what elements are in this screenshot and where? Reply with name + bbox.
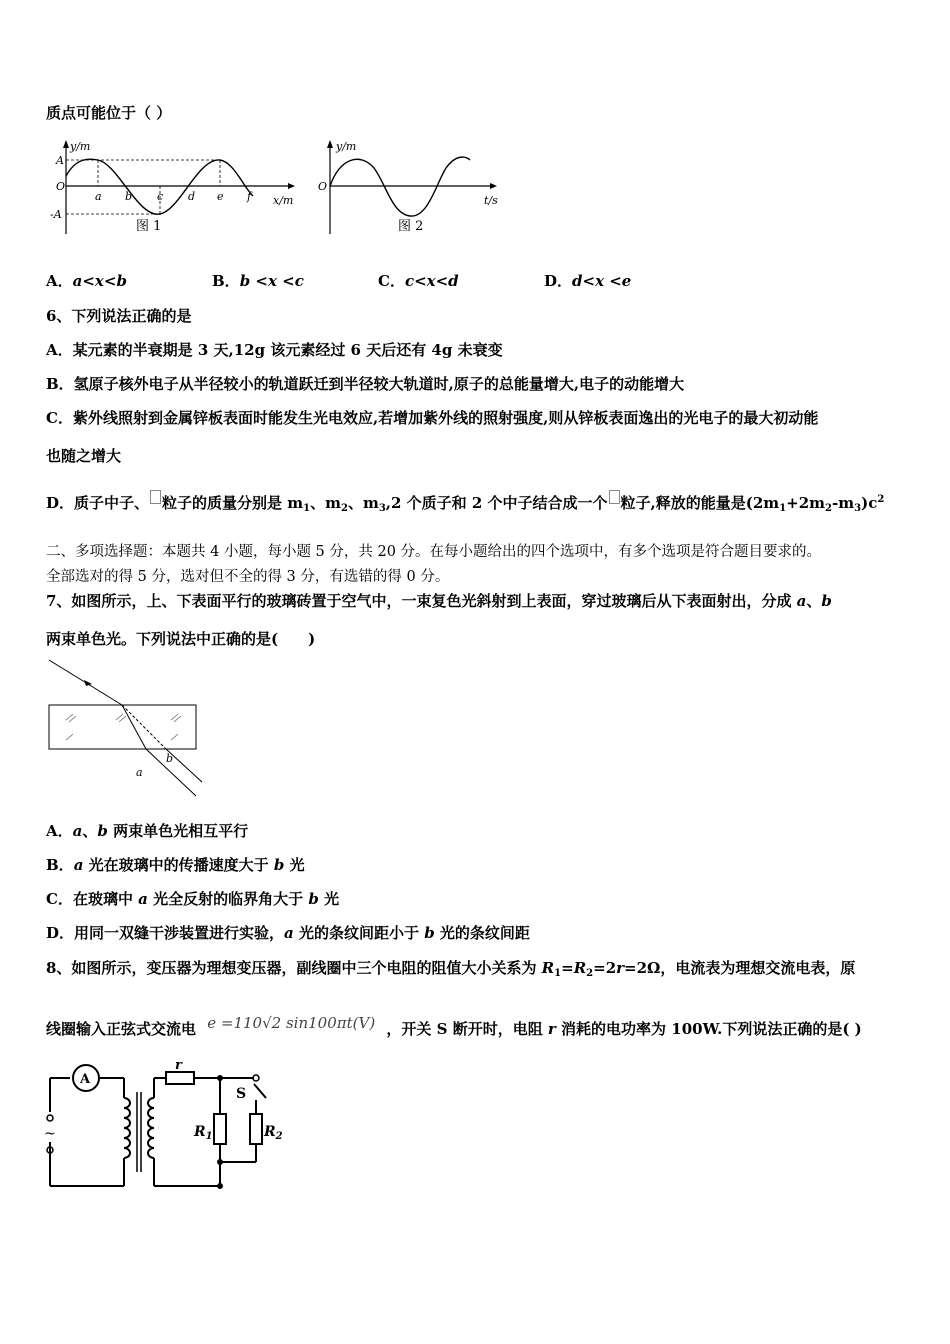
q7-stem-cont: 两束单色光。下列说法中正确的是( ) <box>46 630 316 648</box>
q7-option-c[interactable]: C．在玻璃中 a 光全反射的临界角大于 b 光 <box>46 890 340 908</box>
ammeter-label: A <box>80 1072 91 1087</box>
fig2-ylabel: y/m <box>336 140 357 153</box>
resistor-r2-label: $R_2$ <box>264 1124 283 1142</box>
q6-option-c[interactable]: C．紫外线照射到金属锌板表面时能发生光电效应,若增加紫外线的照射强度,则从锌板表面逸出的光电子的最大初动能 <box>46 409 819 427</box>
glass-label-a: a <box>136 766 143 779</box>
fig1-point: c <box>157 190 164 203</box>
q6-stem: 6、下列说法正确的是 <box>46 307 192 325</box>
q6-option-b[interactable]: B．氢原子核外电子从半径较小的轨道跃迁到半径较大轨道时,原子的总能量增大,电子的动能增大 <box>46 375 685 393</box>
glass-label-b: b <box>166 752 174 765</box>
q7-option-a[interactable]: A．a、b 两束单色光相互平行 <box>46 822 249 840</box>
fig2-xlabel: t/s <box>484 194 498 207</box>
q6-option-a[interactable]: A．某元素的半衰期是 3 天,12g 该元素经过 6 天后还有 4g 未衰变 <box>46 341 503 359</box>
q6-option-c-cont: 也随之增大 <box>46 447 122 465</box>
fig1-a-top: A <box>56 154 64 167</box>
fig1-a-bottom: -A <box>50 208 62 221</box>
q5-option-b[interactable]: B．b <x <c <box>212 272 304 290</box>
fig1-point: d <box>188 190 196 203</box>
q5-stem: 质点可能位于（ ） <box>46 104 172 122</box>
fig1-ylabel: y/m <box>70 140 91 153</box>
ac-source-label: ~ <box>44 1126 56 1142</box>
q5-option-c[interactable]: C．c<x<d <box>378 272 459 290</box>
fig2-caption: 图 2 <box>398 219 424 234</box>
fig1-point: a <box>95 190 102 203</box>
section-2-rules: 全部选对的得 5 分，选对但不全的得 3 分，有选错的得 0 分。 <box>46 569 450 585</box>
wave-figure-2 <box>318 138 508 238</box>
switch-label: S <box>236 1086 247 1102</box>
q5-option-a[interactable]: A．a<x<b <box>46 272 127 290</box>
fig1-xlabel: x/m <box>273 194 294 207</box>
q8-stem-cont: 线圈输入正弦式交流电 e =110√2 sin100πt(V) ，开关 S 断开时，电阻 r 消耗的电功率为 100W.下列说法正确的是( ) <box>46 1014 862 1038</box>
fig1-point: e <box>217 190 224 203</box>
fig1-point: f <box>247 190 252 203</box>
section-2-header: 二、多项选择题：本题共 4 小题，每小题 5 分，共 20 分。在每小题给出的四个选项中，有多个选项是符合题目要求的。 <box>46 544 822 560</box>
alpha-placeholder-icon <box>150 490 161 504</box>
resistor-r-label: r <box>175 1058 182 1073</box>
q5-option-d[interactable]: D．d<x <e <box>544 272 632 290</box>
q7-option-d[interactable]: D．用同一双缝干涉装置进行实验，a 光的条纹间距小于 b 光的条纹间距 <box>46 924 530 942</box>
fig1-origin: O <box>56 180 66 193</box>
emf-formula: e =110√2 sin100πt(V) <box>207 1014 376 1032</box>
alpha-placeholder-icon <box>609 490 620 504</box>
q6-option-d[interactable]: D．质子中子、 粒子的质量分别是 $m_1$、$m_2$、$m_3,2$ 个质子和 2 个中子结合成一个 粒子,释放的能量是$(2m_1+2m_2-m_3)c^2$ <box>46 490 884 514</box>
q7-option-b[interactable]: B．a 光在玻璃中的传播速度大于 b 光 <box>46 856 305 874</box>
resistor-r1-label: $R_1$ <box>194 1124 213 1142</box>
fig1-point: b <box>125 190 133 203</box>
q8-stem: 8、如图所示，变压器为理想变压器，副线圈中三个电阻的阻值大小关系为 $R_1=R_2=2r=2\Omega$，电流表为理想交流电表，原 <box>46 959 856 979</box>
wave-figure-1 <box>48 138 308 238</box>
glass-brick-figure <box>46 660 216 800</box>
q7-stem: 7、如图所示，上、下表面平行的玻璃砖置于空气中，一束复色光斜射到上表面，穿过玻璃后从下表面射出，分成 a、b <box>46 592 832 610</box>
transformer-circuit <box>44 1058 294 1192</box>
fig2-origin: O <box>318 180 328 193</box>
fig1-caption: 图 1 <box>136 219 162 234</box>
